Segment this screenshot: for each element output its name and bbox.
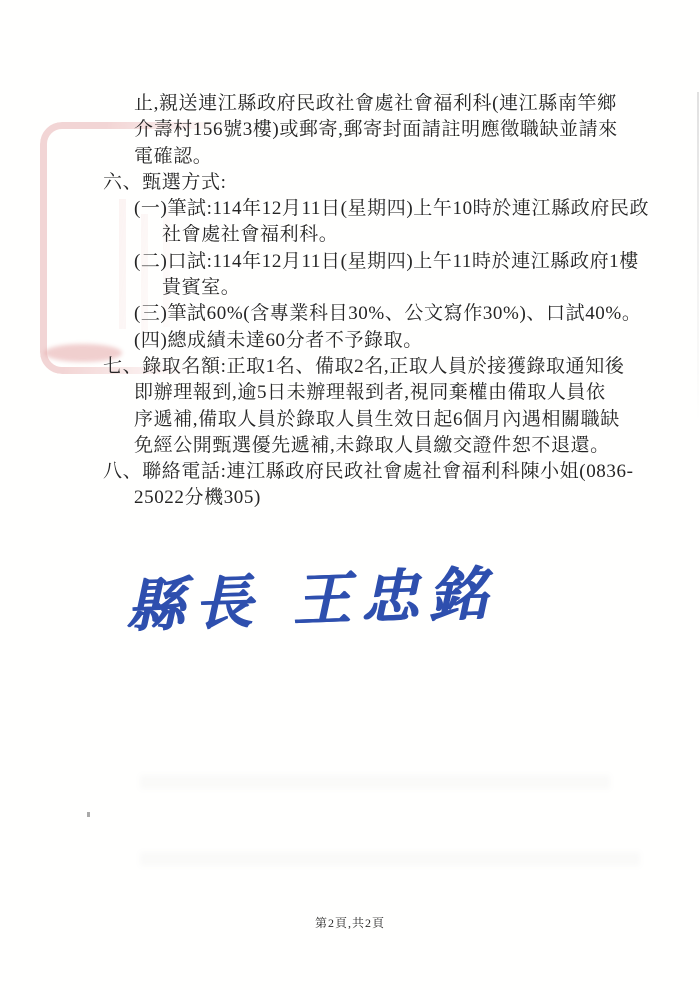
- page-bleedthrough-ghost: [140, 775, 610, 789]
- text-line: 七、錄取名額:正取1名、備取2名,正取人員於接獲錄取通知後: [103, 355, 625, 377]
- text-line: 即辦理報到,逾5日未辦理報到者,視同棄權由備取人員依: [134, 382, 606, 404]
- text-line: 25022分機305): [134, 487, 261, 509]
- page-number-footer: 第2頁,共2頁: [314, 916, 385, 930]
- text-line: 社會處社會福利科。: [162, 224, 339, 246]
- text-line: (二)口試:114年12月11日(星期四)上午11時於連江縣政府1樓: [134, 250, 639, 272]
- text-line: (四)總成績未達60分者不予錄取。: [134, 329, 423, 351]
- text-line: 序遞補,備取人員於錄取人員生效日起6個月內遇相關職缺: [134, 408, 620, 430]
- text-line: 貴賓室。: [162, 277, 241, 299]
- document-body-text: [0, 91, 700, 512]
- magistrate-signature-stamp: 縣長 王忠銘: [124, 561, 498, 640]
- text-line: 止,親送連江縣政府民政社會處社會福利科(連江縣南竿鄉: [134, 93, 617, 114]
- scan-speck: [87, 812, 90, 817]
- text-line: 免經公開甄選優先遞補,未錄取人員繳交證件恕不退還。: [134, 434, 610, 456]
- text-line: 八、聯絡電話:連江縣政府民政社會處社會福利科陳小姐(0836-: [103, 461, 634, 483]
- text-line: 六、甄選方式:: [103, 171, 227, 193]
- text-line: (一)筆試:114年12月11日(星期四)上午10時於連江縣政府民政: [134, 198, 650, 220]
- text-line: 介壽村156號3樓)或郵寄,郵寄封面請註明應徵職缺並請來: [134, 119, 618, 141]
- text-line: (三)筆試60%(含專業科目30%、公文寫作30%)、口試40%。: [134, 303, 642, 325]
- text-line: 電確認。: [134, 145, 213, 167]
- page-bleedthrough-ghost: [140, 852, 640, 866]
